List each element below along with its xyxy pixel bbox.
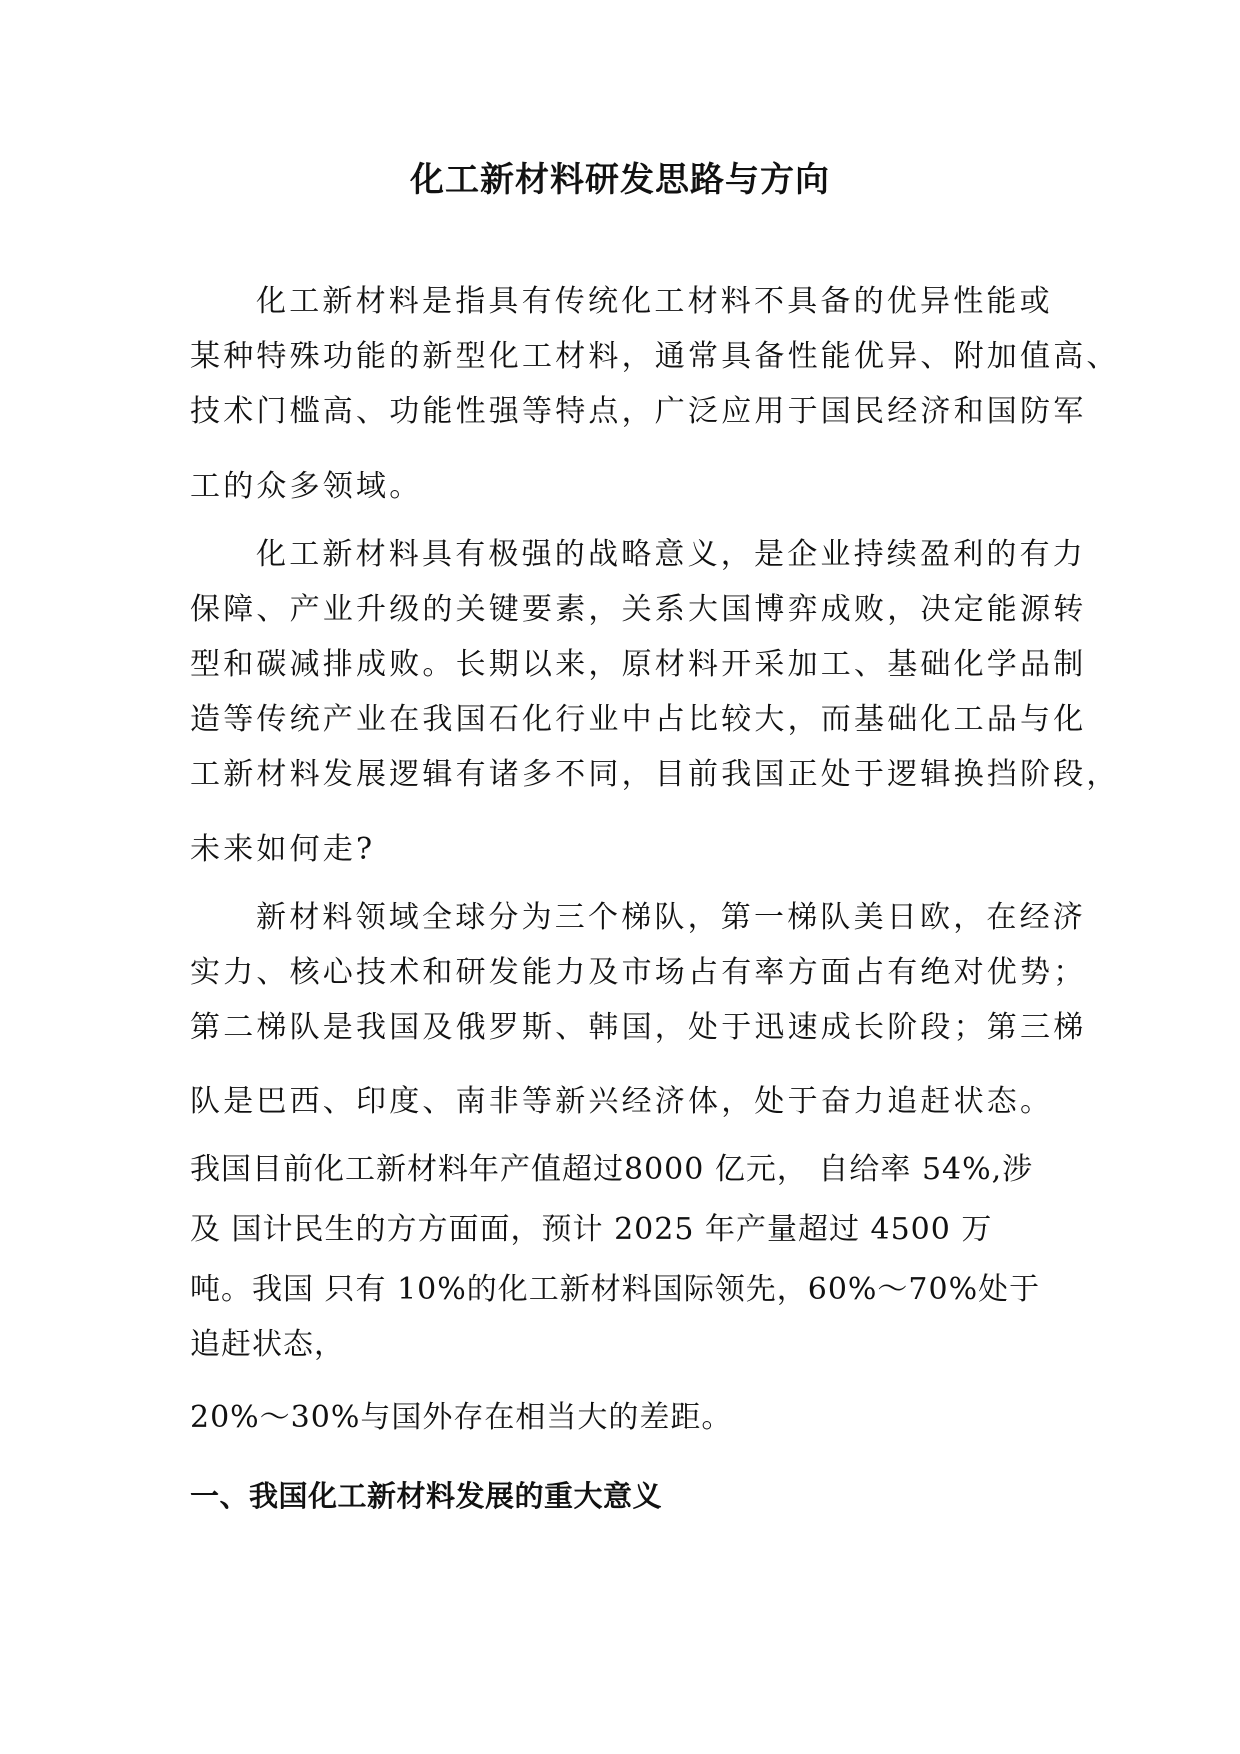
paragraph-3-line-2: 实力、核心技术和研发能力及市场占有率方面占有绝对优势；	[190, 955, 1087, 990]
paragraph-2-line-4: 造等传统产业在我国石化行业中占比较大，而基础化工品与化	[190, 702, 1087, 737]
paragraph-2-line-2: 保障、产业升级的关键要素，关系大国博弈成败，决定能源转	[190, 592, 1087, 627]
section-heading-1: 一、我国化工新材料发展的重大意义	[190, 1479, 663, 1513]
paragraph-2-line-6: 未来如何走?	[190, 832, 376, 867]
paragraph-4-line-2: 及 国计民生的方方面面，预计 2025 年产量超过 4500 万	[190, 1212, 993, 1247]
paragraph-3-line-4: 队是巴西、印度、南非等新兴经济体，处于奋力追赶状态。	[190, 1084, 1054, 1119]
paragraph-2-line-5: 工新材料发展逻辑有诸多不同，目前我国正处于逻辑换挡阶段，	[190, 757, 1120, 792]
paragraph-1-line-3: 技术门槛高、功能性强等特点，广泛应用于国民经济和国防军	[190, 394, 1087, 429]
paragraph-4-line-4: 追赶状态，	[190, 1327, 345, 1362]
paragraph-4-line-1: 我国目前化工新材料年产值超过8000 亿元， 自给率 54%,涉	[190, 1152, 1034, 1187]
paragraph-3-line-3: 第二梯队是我国及俄罗斯、韩国，处于迅速成长阶段；第三梯	[190, 1010, 1087, 1045]
paragraph-4-line-3: 吨。我国 只有 10%的化工新材料国际领先，60%～70%处于	[190, 1272, 1041, 1307]
paragraph-3-line-1: 新材料领域全球分为三个梯队，第一梯队美日欧，在经济	[256, 900, 1086, 935]
paragraph-4-line-5: 20%～30%与国外存在相当大的差距。	[190, 1400, 733, 1435]
paragraph-2-line-3: 型和碳减排成败。长期以来，原材料开采加工、基础化学品制	[190, 647, 1087, 682]
paragraph-1-line-2: 某种特殊功能的新型化工材料，通常具备性能优异、附加值高、	[190, 339, 1120, 374]
paragraph-1-line-4: 工的众多领域。	[190, 469, 423, 504]
document-title: 化工新材料研发思路与方向	[410, 160, 830, 200]
paragraph-1-line-1: 化工新材料是指具有传统化工材料不具备的优异性能或	[256, 284, 1053, 319]
paragraph-2-line-1: 化工新材料具有极强的战略意义，是企业持续盈利的有力	[256, 537, 1086, 572]
